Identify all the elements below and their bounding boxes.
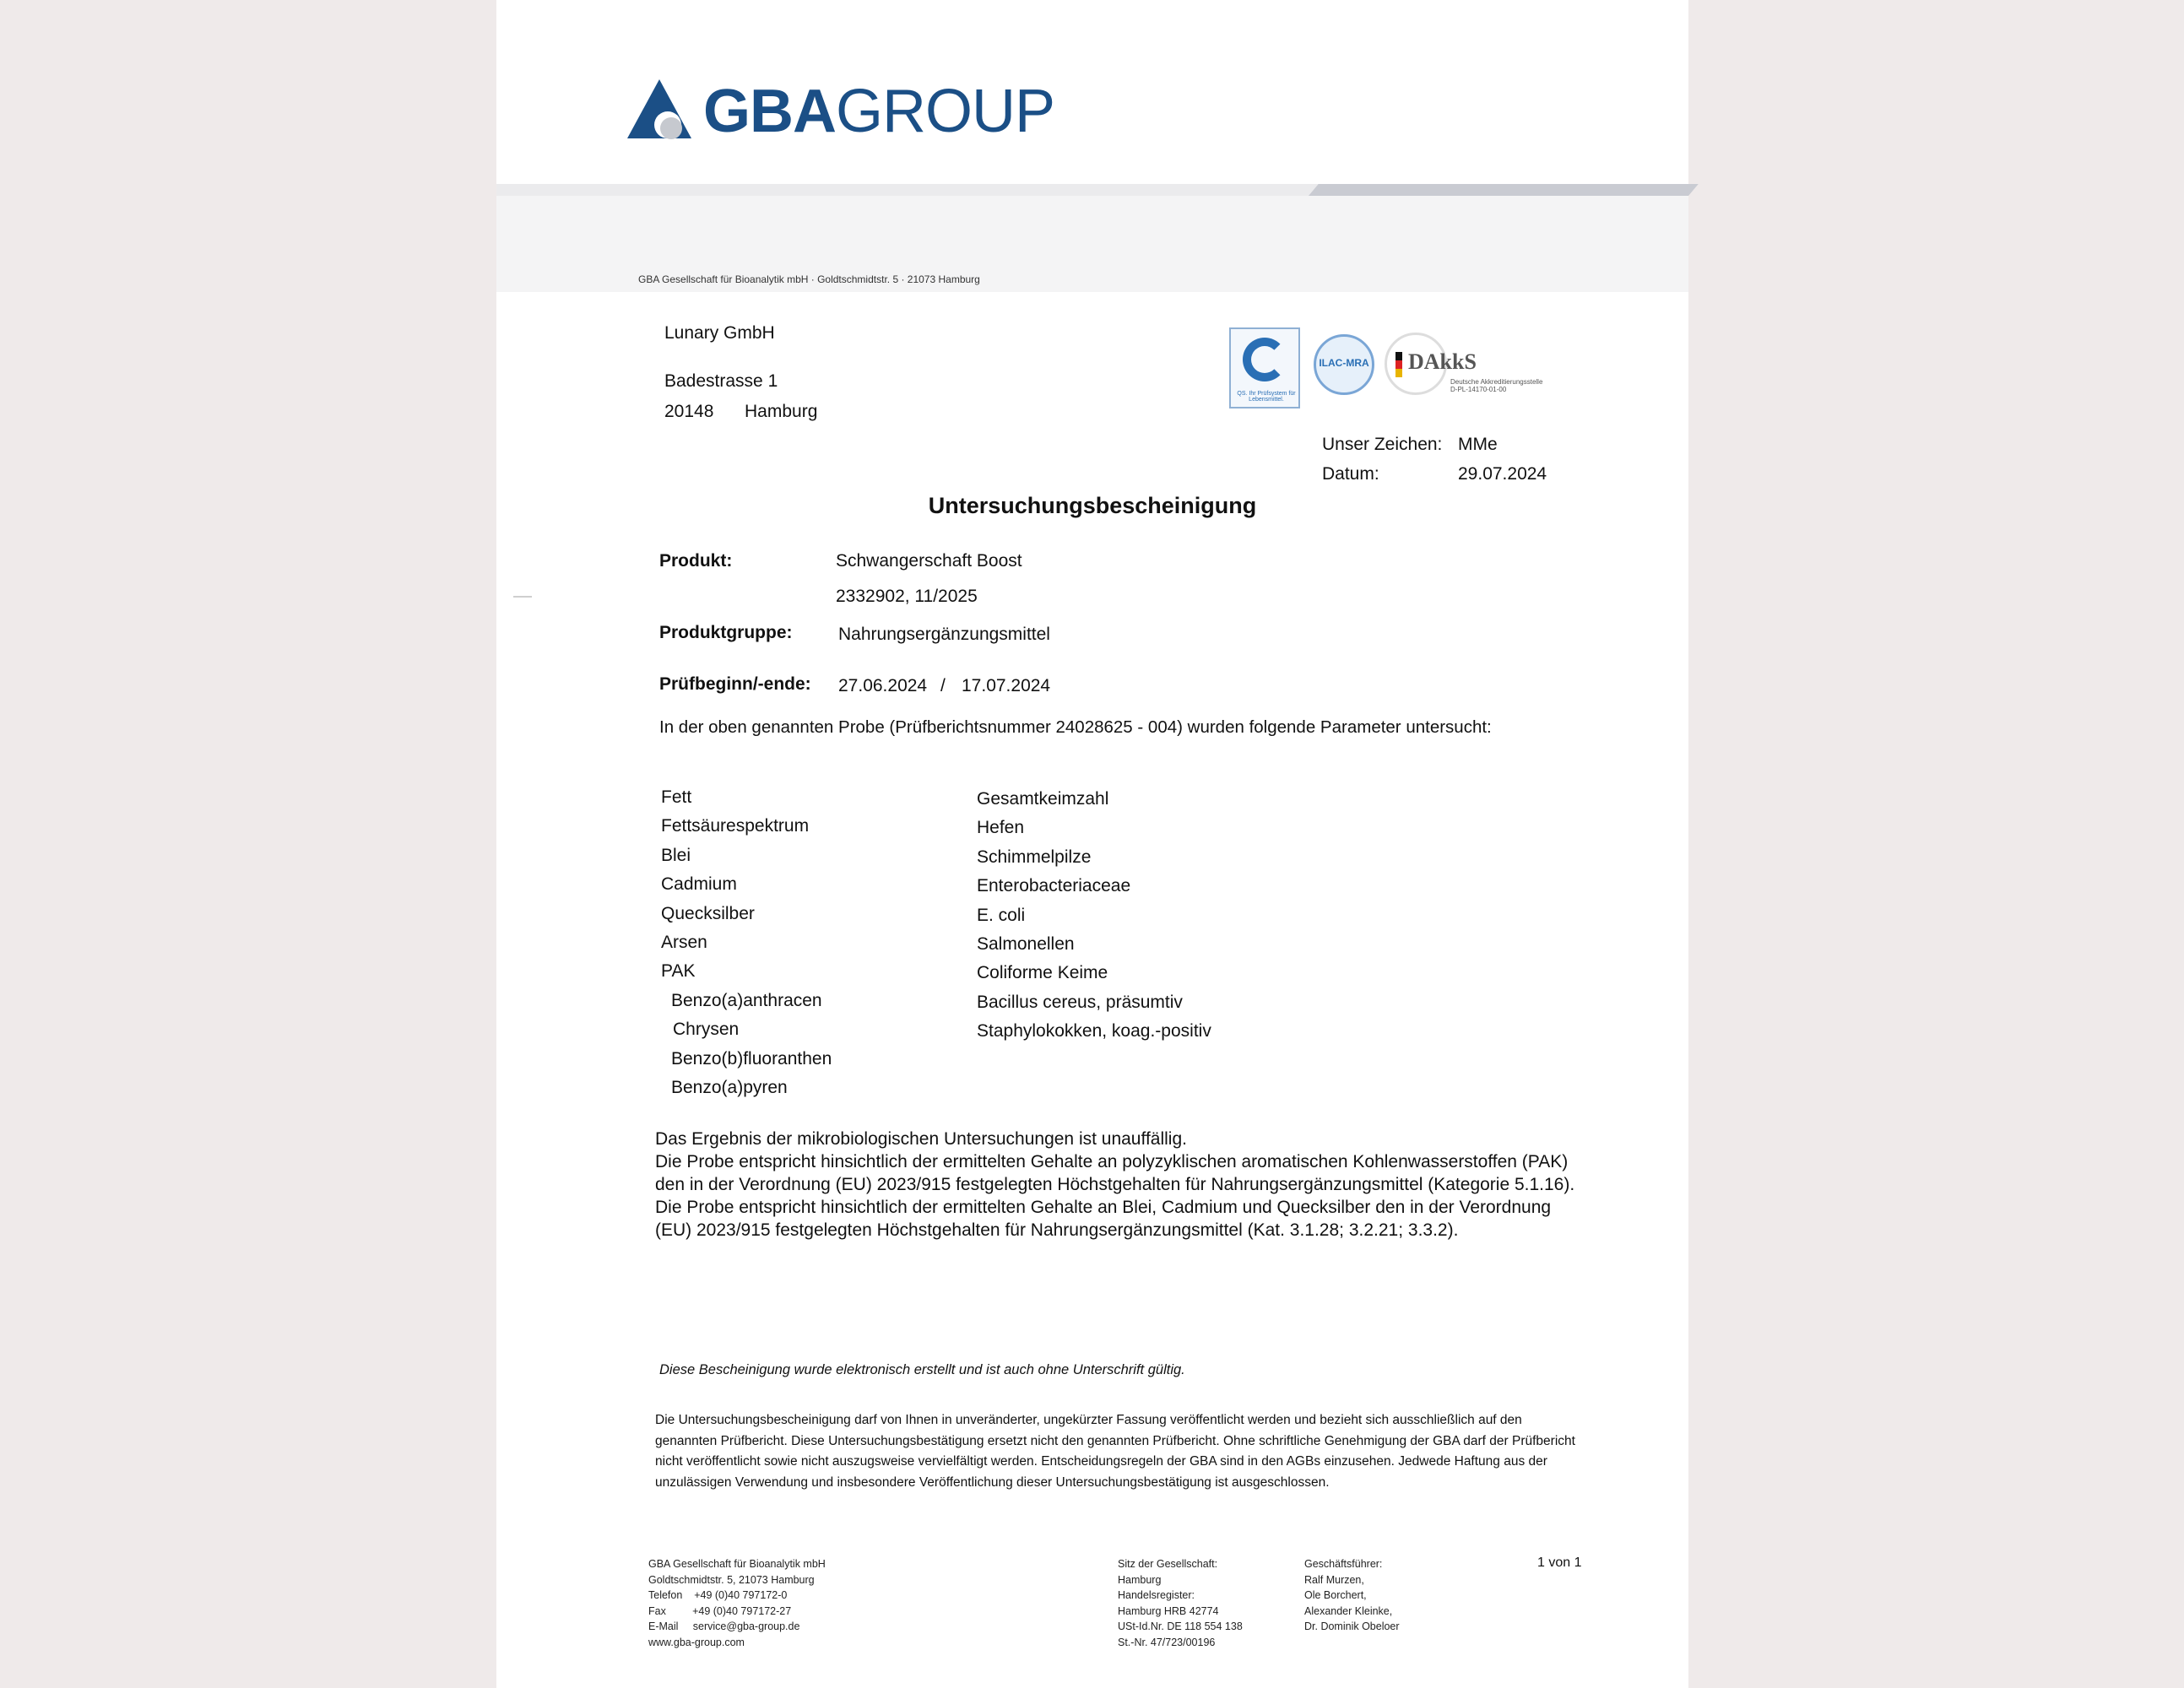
dakks-subtext: Deutsche Akkreditierungsstelle D-PL-14170-01-00 [1450,378,1543,394]
parameter-subitem: Chrysen [673,1020,740,1040]
test-period-separator: / [940,676,946,695]
datum-value: 29.07.2024 [1458,464,1547,484]
parameter-item: Enterobacteriaceae [977,876,1131,896]
results-block [655,1128,1575,1242]
parameter-item: Bacillus cereus, präsumtiv [977,992,1183,1012]
document-title: Untersuchungsbescheinigung [928,493,1257,518]
footer-line: Ole Borchert, [1304,1589,1367,1601]
logo-gba-text: GBA [703,78,836,145]
parameter-subitem: Benzo(a)pyren [671,1078,788,1098]
fold-mark [513,596,532,598]
footer-line: St.-Nr. 47/723/00196 [1118,1636,1216,1648]
parameters-chemical [661,783,832,1102]
test-period-label: Prüfbeginn/-ende: [659,674,811,694]
electronic-note: Diese Bescheinigung wurde elektronisch erstellt und ist auch ohne Unterschrift gültig. [659,1362,1185,1377]
parameter-item: Staphylokokken, koag.-positiv [977,1021,1211,1041]
footer-line: Goldtschmidtstr. 5, 21073 Hamburg [648,1573,815,1586]
footer-line: Dr. Dominik Obeloer [1304,1620,1400,1632]
footer-line: Telefon +49 (0)40 797172-0 [648,1589,788,1601]
product-group: Nahrungsergänzungsmittel [838,625,1050,644]
datum-label: Datum: [1322,464,1379,484]
result-microbiology: Das Ergebnis der mikrobiologischen Untersuchungen ist unauffällig. [655,1129,1187,1149]
parameter-item: Schimmelpilze [977,847,1092,867]
product-label: Produkt: [659,551,733,571]
dakks-text: DAkkS [1408,349,1477,374]
test-period-end: 17.07.2024 [962,676,1051,695]
result-heavy-metals: Die Probe entspricht hinsichtlich der ermittelten Gehalte an Blei, Cadmium und Quecksilber den in der Verordnung (EU) 2023/915 festgelegten Höchstgehalten für Nahrungsergänzungsmittel (Kat. 3.1.28; 3.2.21; 3.3.2). [655,1198,1552,1240]
logo-group-text: GROUP [836,78,1055,145]
parameter-subitem: Benzo(b)fluoranthen [671,1048,832,1069]
qs-logo: QS. Ihr Prüfsystem für Lebensmittel. [1229,327,1300,408]
footer-line: GBA Gesellschaft für Bioanalytik mbH [648,1558,826,1570]
ilac-mra-logo: ILAC-MRA [1314,334,1374,395]
recipient-company: Lunary GmbH [664,323,775,343]
result-pak: Die Probe entspricht hinsichtlich der ermittelten Gehalte an polyzyklischen aromatischen Kohlenwasserstoffen (PAK) den in der Verordnung (EU) 2023/915 festgelegten Höchstgehalten für Nahrungsergänzungsmittel (Kategorie 5.1.16). [655,1152,1575,1194]
test-period-start: 27.06.2024 [838,676,928,695]
disclaimer: Die Untersuchungsbescheinigung darf von Ihnen in unveränderter, ungekürzter Fassung veröffentlicht werden und bezieht sich ausschließlich auf den genannten Prüfbericht. Diese Untersuchungsbestätigung ersetzt nicht den genannten Prüfbericht. Ohne schriftliche Genehmigung der GBA darf der Prüfbericht nicht veröffentlicht sowie nicht auszugsweise vervielfältigt werden. Entscheidungsregeln der GBA sind in den AGBs einzusehen. Jedwede Haftung aus der unzulässigen Verwendung und insbesondere Veröffentlichung dieser Untersuchungsbestätigung ist ausgeschlossen. [655,1413,1575,1490]
parameter-item: Hefen [977,818,1025,838]
footer-line: USt-Id.Nr. DE 118 554 138 [1118,1620,1243,1632]
parameter-item: Fettsäurespektrum [661,816,810,836]
parameter-item: Blei [661,845,691,865]
footer-management [1304,1556,1456,1635]
footer-line: Geschäftsführer: [1304,1558,1383,1570]
parameter-item: E. coli [977,905,1026,925]
parameters-microbiological [977,785,1211,1047]
footer-line: Hamburg HRB 42774 [1118,1604,1219,1617]
product-name: Schwangerschaft Boost [836,551,1022,571]
product-group-label: Produktgruppe: [659,623,793,642]
parameter-item: Quecksilber [661,903,755,923]
footer-line: Alexander Kleinke, [1304,1604,1393,1617]
footer-line: www.gba-group.com [648,1636,745,1648]
footer-line: Fax +49 (0)40 797172-27 [648,1604,792,1617]
footer-line: Handelsregister: [1118,1589,1195,1601]
parameter-item: Fett [661,787,692,807]
intro-text: In der oben genannten Probe (Prüfberichtsnummer 24028625 - 004) wurden folgende Parameter untersucht: [659,717,1492,737]
parameter-subitem: Benzo(a)anthracen [671,990,822,1010]
parameter-item: Coliforme Keime [977,963,1108,983]
parameter-item: Salmonellen [977,934,1075,955]
unser-zeichen-label: Unser Zeichen: [1322,435,1443,454]
recipient-postcode: 20148 [664,402,714,421]
parameter-item: Gesamtkeimzahl [977,789,1109,809]
product-batch: 2332902, 11/2025 [836,587,978,606]
recipient-city: Hamburg [745,402,818,421]
recipient-street: Badestrasse 1 [664,371,778,391]
page-number: 1 von 1 [1537,1555,1582,1570]
document-page [496,0,1688,1688]
logo-wordmark [703,78,1055,145]
footer-company [648,1556,919,1650]
sender-line: GBA Gesellschaft für Bioanalytik mbH · Goldtschmidtstr. 5 · 21073 Hamburg [638,273,980,285]
header-band-accent [1309,184,1699,196]
footer-registry [1118,1556,1295,1650]
footer-line: Ralf Murzen, [1304,1573,1364,1586]
unser-zeichen-value: MMe [1458,435,1498,454]
gba-triangle-icon [627,78,700,142]
parameter-item: Cadmium [661,874,737,895]
footer-line: E-Mail service@gba-group.de [648,1620,800,1632]
parameter-item: PAK [661,961,696,982]
parameter-item: Arsen [661,933,707,953]
footer-line: Hamburg [1118,1573,1162,1586]
footer-line: Sitz der Gesellschaft: [1118,1558,1218,1570]
